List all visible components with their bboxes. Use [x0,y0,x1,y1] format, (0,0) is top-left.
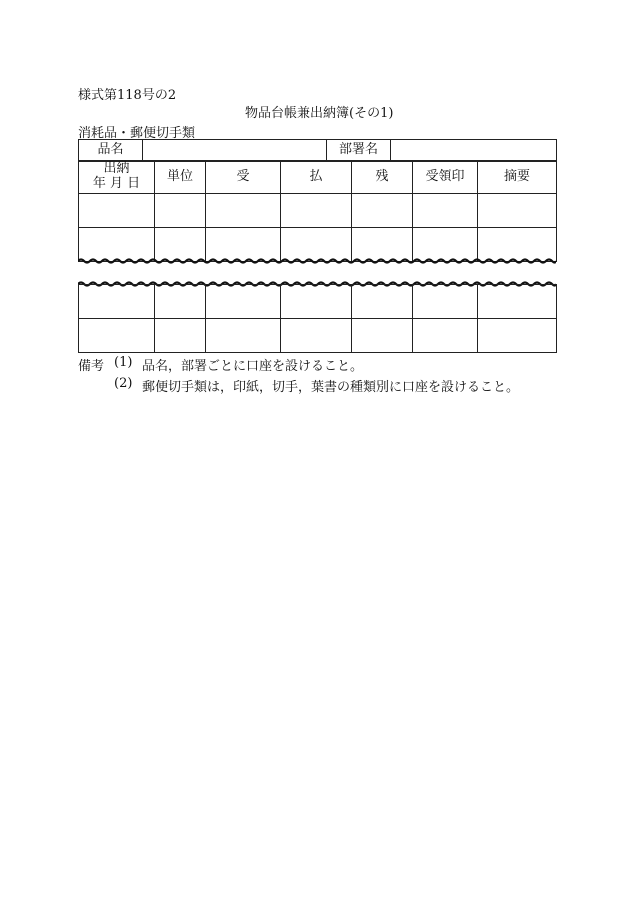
table-cell[interactable] [478,228,557,262]
note-number: (1) [114,355,133,370]
note-number: (2) [114,376,133,391]
table-cell[interactable] [79,228,155,262]
col-header-unit: 単位 [155,161,206,194]
table-cell[interactable] [206,285,281,319]
table-cell[interactable] [206,228,281,262]
table-cell[interactable] [478,194,557,228]
table-row [79,194,557,228]
table-cell[interactable] [79,194,155,228]
table-cell[interactable] [155,319,206,353]
table-cell[interactable] [413,194,478,228]
col-header-pay: 払 [281,161,352,194]
ledger-table-lower [78,284,557,353]
table-cell[interactable] [352,194,413,228]
table-cell[interactable] [413,285,478,319]
item-name-field[interactable] [143,140,327,162]
col-header-balance: 残 [352,161,413,194]
table-cell[interactable] [79,319,155,353]
col-header-date [79,161,155,194]
table-cell[interactable] [79,285,155,319]
department-label: 部署名 [327,140,391,162]
table-cell[interactable] [281,228,352,262]
col-header-date-line2: 年 月 日 [92,176,141,191]
note-text: 品名，部署ごとに口座を設けること。 [142,359,364,374]
department-field[interactable] [391,140,557,162]
table-break-line-top [78,258,556,264]
col-header-remarks: 摘要 [478,161,557,194]
table-row [79,228,557,262]
table-cell[interactable] [206,194,281,228]
form-number: 様式第118号の2 [78,88,177,103]
table-cell[interactable] [352,228,413,262]
item-name-label: 品名 [79,140,143,162]
col-header-receive: 受 [206,161,281,194]
table-cell[interactable] [206,319,281,353]
note-text: 郵便切手類は，印紙，切手，葉書の種類別に口座を設けること。 [142,380,520,395]
notes-label: 備考 [78,359,105,374]
table-cell[interactable] [478,319,557,353]
table-cell[interactable] [155,228,206,262]
table-cell[interactable] [413,319,478,353]
table-cell[interactable] [281,194,352,228]
col-header-date-line1: 出納 [103,161,130,177]
table-cell[interactable] [281,285,352,319]
document-title: 物品台帳兼出納簿(その1) [245,106,394,121]
table-cell[interactable] [352,285,413,319]
table-cell[interactable] [413,228,478,262]
table-row [79,285,557,319]
table-row [79,319,557,353]
col-header-receipt-seal: 受領印 [413,161,478,194]
table-cell[interactable] [281,319,352,353]
table-cell[interactable] [155,285,206,319]
column-header-row [79,161,557,194]
table-cell[interactable] [352,319,413,353]
table-cell[interactable] [155,194,206,228]
ledger-table-upper [78,160,557,262]
header-info-table [78,139,557,162]
table-cell[interactable] [478,285,557,319]
category-label: 消耗品・郵便切手類 [78,126,196,141]
